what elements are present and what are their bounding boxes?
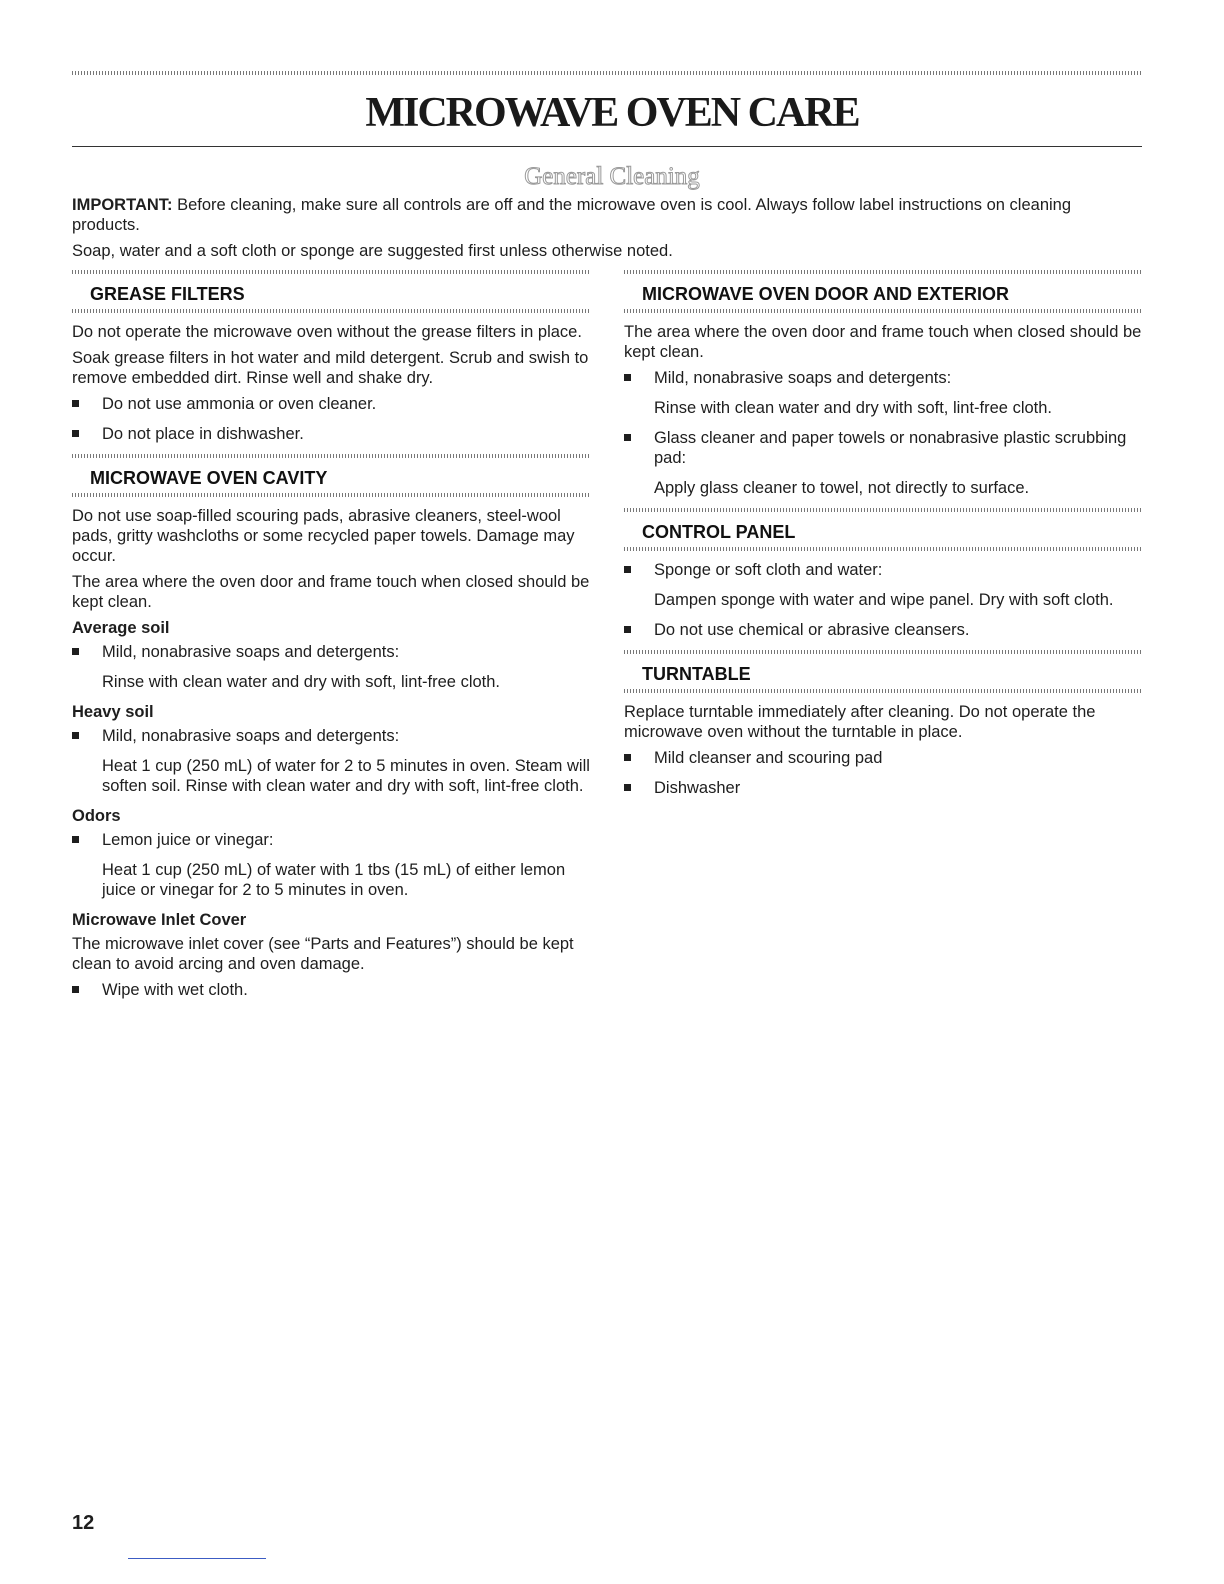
grease-filters-header — [72, 270, 590, 313]
paragraph: The area where the oven door and frame touch when closed should be kept clean. — [72, 573, 590, 611]
bullet-item — [624, 368, 1142, 388]
bullet-text: Do not use chemical or abrasive cleansers. — [654, 621, 970, 639]
bullet-text: Lemon juice or vinegar: — [102, 831, 274, 849]
grease-filters-heading: GREASE FILTERS — [90, 284, 245, 304]
bullet-item — [72, 642, 590, 662]
bullet-text: Glass cleaner and paper towels or nonabrasive plastic scrubbing pad: — [654, 429, 1127, 467]
control-panel-header — [624, 508, 1142, 551]
header-rule-bottom — [72, 493, 590, 497]
bullet-text: Sponge or soft cloth and water: — [654, 561, 883, 579]
bullet-text: Wipe with wet cloth. — [102, 981, 248, 999]
important-label: IMPORTANT: — [72, 196, 173, 214]
paragraph: The microwave inlet cover (see “Parts and Features”) should be kept clean to avoid arcing and oven damage. — [72, 935, 574, 973]
bullet-square-icon — [624, 434, 631, 441]
bullet-square-icon — [72, 836, 79, 843]
indented-text: Heat 1 cup (250 mL) of water with 1 tbs (15 mL) of either lemon juice or vinegar for 2 to 5 minutes in oven. — [102, 861, 566, 899]
bullet-item — [624, 748, 1142, 768]
bullet-square-icon — [72, 400, 79, 407]
door-heading: MICROWAVE OVEN DOOR AND EXTERIOR — [642, 284, 1010, 304]
paragraph: Replace turntable immediately after cleaning. Do not operate the microwave oven without the turntable in place. — [624, 703, 1096, 741]
bullet-text: Do not place in dishwasher. — [102, 425, 304, 443]
bullet-item — [624, 428, 1142, 468]
bullet-item — [624, 778, 1142, 798]
heavy-soil-label: Heavy soil — [72, 703, 154, 721]
section-title: General Cleaning — [524, 163, 700, 190]
indented-text: Apply glass cleaner to towel, not directly to surface. — [654, 479, 1030, 497]
grease-filters-content — [72, 322, 590, 444]
bullet-item — [72, 424, 590, 444]
bullet-item — [624, 620, 1142, 640]
paragraph: The area where the oven door and frame touch when closed should be kept clean. — [624, 323, 1142, 361]
page-number: 12 — [72, 1512, 95, 1534]
footer-line — [128, 1558, 266, 1559]
control-panel-content — [624, 560, 1142, 640]
important-text: Before cleaning, make sure all controls are off and the microwave oven is cool. Always follow label instructions on cleaning products. — [72, 196, 1072, 234]
cavity-heading: MICROWAVE OVEN CAVITY — [90, 468, 328, 488]
cavity-header — [72, 454, 590, 497]
door-content — [624, 322, 1142, 498]
turntable-heading: TURNTABLE — [642, 664, 751, 684]
bullet-text: Mild cleanser and scouring pad — [654, 749, 883, 767]
bullet-text: Do not use ammonia or oven cleaner. — [102, 395, 377, 413]
indented-text: Rinse with clean water and dry with soft, lint-free cloth. — [654, 399, 1053, 417]
bullet-item — [72, 830, 590, 850]
bullet-square-icon — [624, 626, 631, 633]
top-decorative-rule — [72, 71, 1142, 75]
left-column — [72, 270, 590, 1010]
turntable-header — [624, 650, 1142, 693]
header-rule-bottom — [624, 689, 1142, 693]
bullet-square-icon — [624, 784, 631, 791]
right-column — [624, 270, 1142, 808]
bullet-text: Mild, nonabrasive soaps and detergents: — [102, 643, 400, 661]
bullet-text: Mild, nonabrasive soaps and detergents: — [654, 369, 952, 387]
turntable-content — [624, 702, 1142, 798]
header-rule-bottom — [624, 547, 1142, 551]
bullet-text: Dishwasher — [654, 779, 741, 797]
bullet-text: Mild, nonabrasive soaps and detergents: — [102, 727, 400, 745]
bullet-square-icon — [72, 648, 79, 655]
bullet-square-icon — [72, 732, 79, 739]
paragraph: Do not operate the microwave oven without the grease filters in place. — [72, 323, 582, 341]
page-title: MICROWAVE OVEN CARE — [365, 90, 859, 136]
bullet-square-icon — [624, 754, 631, 761]
indented-text: Heat 1 cup (250 mL) of water for 2 to 5 minutes in oven. Steam will soften soil. Rinse with clean water and dry with soft, lint-free cloth. — [102, 757, 590, 795]
bullet-item — [72, 726, 590, 746]
bullet-item — [624, 560, 1142, 580]
indented-text: Rinse with clean water and dry with soft, lint-free cloth. — [102, 673, 501, 691]
bullet-square-icon — [624, 566, 631, 573]
paragraph: Soak grease filters in hot water and mild detergent. Scrub and swish to remove embedded dirt. Rinse well and shake dry. — [72, 349, 589, 387]
bullet-square-icon — [624, 374, 631, 381]
soap-note: Soap, water and a soft cloth or sponge are suggested first unless otherwise noted. — [72, 242, 673, 260]
bullet-square-icon — [72, 986, 79, 993]
bullet-square-icon — [72, 430, 79, 437]
paragraph: Do not use soap-filled scouring pads, abrasive cleaners, steel-wool pads, gritty washcloths or some recycled paper towels. Damage may occur. — [72, 507, 575, 565]
control-panel-heading: CONTROL PANEL — [642, 522, 796, 542]
header-rule-bottom — [72, 309, 590, 313]
bullet-item — [72, 980, 590, 1000]
average-soil-label: Average soil — [72, 619, 170, 637]
intro-block — [72, 195, 1142, 267]
bullet-item — [72, 394, 590, 414]
cavity-content — [72, 506, 590, 1000]
important-note — [72, 195, 1142, 235]
inlet-cover-label: Microwave Inlet Cover — [72, 911, 247, 929]
indented-text: Dampen sponge with water and wipe panel. Dry with soft cloth. — [654, 591, 1114, 609]
title-divider — [72, 146, 1142, 147]
header-rule-bottom — [624, 309, 1142, 313]
door-header — [624, 270, 1142, 313]
odors-label: Odors — [72, 807, 121, 825]
